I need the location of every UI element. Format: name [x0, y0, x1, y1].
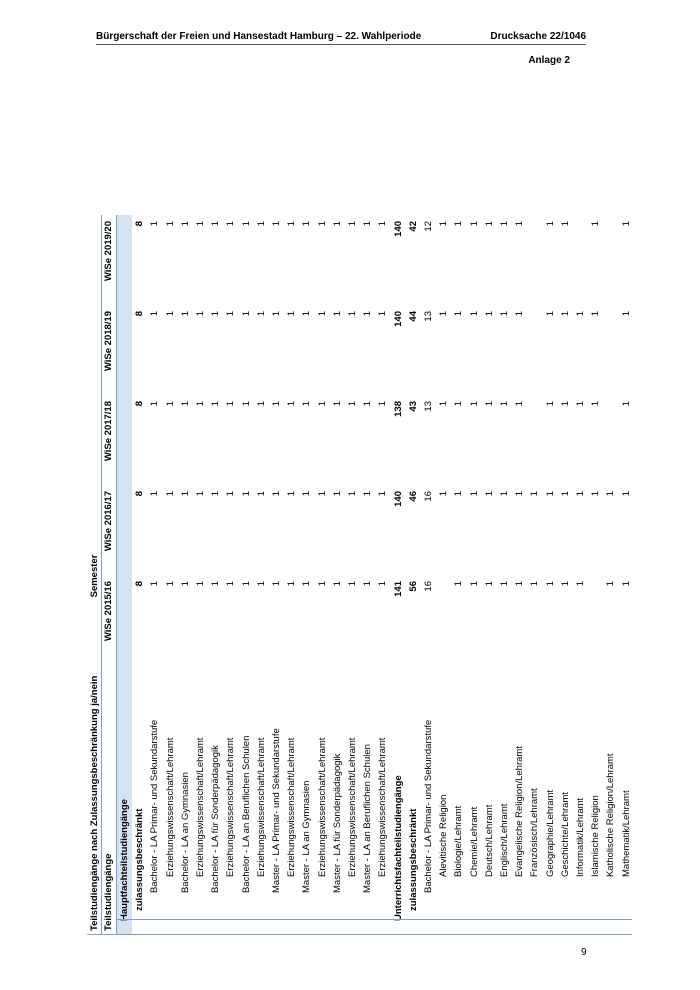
- value-cell: 1: [164, 581, 176, 587]
- value-cell: 1: [362, 581, 374, 587]
- value-cell: 1: [301, 311, 313, 317]
- table-row: [436, 215, 451, 935]
- value-cell: 56: [407, 581, 419, 592]
- value-cell: 1: [453, 221, 465, 227]
- row-label: zulassungsbeschränkt: [134, 808, 146, 911]
- value-cell: 1: [149, 221, 161, 227]
- table-row: [284, 215, 299, 935]
- value-cell: 1: [590, 401, 602, 407]
- value-cell: 1: [483, 581, 495, 587]
- row-label: Evangelische Religion/Lehramt: [514, 746, 526, 877]
- value-cell: 1: [301, 491, 313, 497]
- value-cell: 1: [377, 581, 389, 587]
- row-label: Erziehungswissenschaft/Lehramt: [377, 737, 389, 877]
- value-cell: 8: [134, 581, 146, 587]
- value-cell: 1: [453, 581, 465, 587]
- value-cell: 1: [179, 581, 191, 587]
- value-cell: 1: [362, 221, 374, 227]
- value-cell: 1: [483, 311, 495, 317]
- value-cell: 1: [195, 221, 206, 227]
- table-row: [558, 215, 573, 935]
- value-cell: 1: [331, 491, 343, 497]
- table-row: [330, 215, 345, 935]
- value-cell: 1: [149, 401, 161, 407]
- value-cell: 1: [286, 581, 298, 587]
- value-cell: 1: [149, 311, 161, 317]
- header-divider: [101, 215, 102, 935]
- value-cell: [527, 311, 542, 401]
- value-cell: 1: [377, 401, 389, 407]
- column-header: WiSe 2017/18: [103, 401, 114, 462]
- row-label: Bachelor - LA Primar- und Sekundarstufe: [149, 719, 161, 893]
- column-header: WiSe 2015/16: [103, 581, 114, 642]
- value-cell: 1: [529, 491, 541, 497]
- value-cell: 1: [271, 221, 282, 227]
- value-cell: 1: [164, 491, 176, 497]
- value-cell: 1: [286, 491, 298, 497]
- value-cell: [117, 581, 132, 671]
- value-cell: 1: [225, 311, 237, 317]
- value-cell: 1: [347, 401, 358, 407]
- header-divider: [116, 215, 117, 935]
- value-cell: 13: [423, 311, 434, 322]
- value-cell: 1: [164, 311, 176, 317]
- value-cell: 1: [240, 221, 252, 227]
- value-cell: 1: [453, 491, 465, 497]
- table-row: [239, 215, 254, 935]
- value-cell: 141: [392, 581, 404, 597]
- table-row: [193, 215, 208, 935]
- value-cell: [573, 221, 588, 311]
- row-label: Informatik/Lehramt: [575, 797, 586, 877]
- value-cell: 1: [210, 491, 222, 497]
- row-label: Geschichte/Lehramt: [559, 791, 571, 877]
- value-cell: 1: [590, 221, 602, 227]
- value-cell: 1: [301, 581, 313, 587]
- row-label: Hauptfachteilstudiengänge: [119, 799, 130, 921]
- value-cell: 1: [316, 221, 328, 227]
- value-cell: 1: [453, 401, 465, 407]
- value-cell: 1: [499, 311, 510, 317]
- value-cell: 1: [377, 491, 389, 497]
- table-row: [619, 215, 634, 935]
- value-cell: 1: [575, 311, 586, 317]
- value-cell: 1: [195, 311, 206, 317]
- value-cell: 1: [362, 401, 374, 407]
- value-cell: 1: [225, 581, 237, 587]
- table-row: [345, 215, 360, 935]
- value-cell: 1: [362, 491, 374, 497]
- row-label: Französisch/Lehramt: [529, 788, 541, 877]
- row-label: Biologie/Lehramt: [453, 805, 465, 877]
- value-cell: 1: [240, 311, 252, 317]
- value-cell: 1: [362, 311, 374, 317]
- value-cell: 1: [179, 401, 191, 407]
- table-row: [482, 215, 497, 935]
- value-cell: 1: [331, 221, 343, 227]
- value-cell: [603, 401, 618, 491]
- value-cell: 1: [255, 311, 267, 317]
- value-cell: 1: [559, 401, 571, 407]
- value-cell: 8: [134, 491, 146, 497]
- value-cell: 1: [620, 581, 632, 587]
- value-cell: 1: [286, 401, 298, 407]
- table-header-row: [101, 215, 116, 935]
- first-column-header: Teilstudiengänge: [103, 853, 114, 931]
- value-cell: 1: [331, 581, 343, 587]
- value-cell: 8: [134, 401, 146, 407]
- value-cell: 1: [575, 491, 586, 497]
- value-cell: 1: [468, 401, 480, 407]
- table-row: [406, 215, 421, 935]
- value-cell: 1: [575, 401, 586, 407]
- table-row: [178, 215, 193, 935]
- value-cell: 44: [407, 311, 419, 322]
- value-cell: 1: [225, 221, 237, 227]
- value-cell: 1: [544, 491, 556, 497]
- value-cell: 1: [514, 581, 526, 587]
- table-row: [147, 215, 162, 935]
- row-label: Master - LA an Gymnasien: [301, 780, 313, 893]
- value-cell: [603, 221, 618, 311]
- value-cell: 1: [605, 491, 617, 497]
- value-cell: 1: [210, 311, 222, 317]
- value-cell: 1: [331, 311, 343, 317]
- value-cell: 1: [225, 401, 237, 407]
- value-cell: 1: [544, 311, 556, 317]
- table-row: [497, 215, 512, 935]
- value-cell: 1: [468, 581, 480, 587]
- row-label: Master - LA für Sonderpädagogik: [331, 753, 343, 893]
- value-cell: 1: [483, 401, 495, 407]
- value-cell: 1: [438, 311, 450, 317]
- value-cell: 1: [271, 311, 282, 317]
- row-label: Islamische Religion: [590, 795, 602, 877]
- row-label: Erziehungswissenschaft/Lehramt: [164, 737, 176, 877]
- column-header: WiSe 2016/17: [103, 491, 114, 552]
- data-table: [87, 215, 632, 935]
- row-label: Bachelor - LA für Sonderpädagogik: [210, 745, 222, 893]
- header-title: Bürgerschaft der Freien und Hansestadt Hamburg – 22. Wahlperiode: [96, 31, 422, 42]
- value-cell: 1: [559, 491, 571, 497]
- row-label: zulassungsbeschränkt: [407, 808, 419, 911]
- table-row: [360, 215, 375, 935]
- row-label: Erziehungswissenschaft/Lehramt: [195, 737, 206, 877]
- row-label: Bachelor - LA an Beruflichen Schulen: [240, 735, 252, 893]
- row-label: Alevitische Religion: [438, 794, 450, 877]
- value-cell: 1: [605, 581, 617, 587]
- value-cell: 1: [316, 491, 328, 497]
- value-cell: 140: [392, 311, 404, 327]
- row-label: Chemie/Lehramt: [468, 806, 480, 877]
- value-cell: 1: [179, 491, 191, 497]
- value-cell: 1: [620, 311, 632, 317]
- value-cell: 1: [301, 221, 313, 227]
- value-cell: [436, 581, 451, 671]
- value-cell: 12: [423, 221, 434, 232]
- value-cell: 1: [514, 401, 526, 407]
- row-label: Geographie/Lehramt: [544, 789, 556, 877]
- row-label: Unterrichtsfachteilstudiengänge: [392, 775, 404, 921]
- value-cell: 1: [483, 491, 495, 497]
- value-cell: 1: [590, 491, 602, 497]
- row-label: Master - LA Primar- und Sekundarstufe: [271, 728, 282, 893]
- value-cell: 1: [316, 311, 328, 317]
- row-label: Mathematik/Lehramt: [620, 790, 632, 877]
- table-row: [269, 215, 284, 935]
- value-cell: 138: [392, 401, 404, 417]
- value-cell: 1: [240, 581, 252, 587]
- table-row: [391, 215, 406, 935]
- value-cell: 1: [483, 221, 495, 227]
- value-cell: 1: [240, 401, 252, 407]
- value-cell: 1: [438, 491, 450, 497]
- value-cell: 46: [407, 491, 419, 502]
- value-cell: 1: [149, 581, 161, 587]
- value-cell: 1: [377, 311, 389, 317]
- value-cell: 1: [331, 401, 343, 407]
- header-doc-number: Drucksache 22/1046: [490, 31, 586, 42]
- value-cell: 1: [271, 401, 282, 407]
- value-cell: 1: [210, 581, 222, 587]
- row-label: Erziehungswissenschaft/Lehramt: [347, 737, 358, 877]
- table-row: [467, 215, 482, 935]
- value-cell: 1: [620, 401, 632, 407]
- semester-label: Semester: [89, 554, 100, 598]
- value-cell: 1: [559, 311, 571, 317]
- row-label: Master - LA an Beruflichen Schulen: [362, 744, 374, 893]
- table-row: [451, 215, 466, 935]
- document-header: [96, 31, 586, 45]
- table-row: [132, 215, 147, 935]
- value-cell: 1: [377, 221, 389, 227]
- value-cell: [603, 311, 618, 401]
- table-row: [223, 215, 238, 935]
- table-row: [603, 215, 618, 935]
- value-cell: 140: [392, 491, 404, 507]
- value-cell: 16: [423, 581, 434, 592]
- row-label: Erziehungswissenschaft/Lehramt: [225, 737, 237, 877]
- table-row: [117, 215, 132, 935]
- column-header: WiSe 2018/19: [103, 311, 114, 372]
- row-label: Bachelor - LA an Gymnasien: [179, 772, 191, 893]
- table-row: [208, 215, 223, 935]
- value-cell: 1: [590, 311, 602, 317]
- value-cell: 1: [255, 401, 267, 407]
- value-cell: 1: [271, 491, 282, 497]
- header-rule: [96, 44, 586, 45]
- value-cell: 1: [499, 221, 510, 227]
- value-cell: 1: [468, 221, 480, 227]
- value-cell: 1: [286, 221, 298, 227]
- value-cell: 8: [134, 221, 146, 227]
- table-left-border: [87, 934, 632, 935]
- value-cell: 8: [134, 311, 146, 317]
- value-cell: 1: [179, 311, 191, 317]
- value-cell: [117, 221, 132, 311]
- table-row: [254, 215, 269, 935]
- value-cell: 1: [210, 221, 222, 227]
- value-cell: 1: [164, 221, 176, 227]
- page-number: 9: [581, 947, 587, 958]
- table-row: [315, 215, 330, 935]
- value-cell: 1: [210, 401, 222, 407]
- value-cell: 1: [179, 221, 191, 227]
- table-row: [512, 215, 527, 935]
- table-row: [163, 215, 178, 935]
- value-cell: 1: [620, 221, 632, 227]
- value-cell: 1: [271, 581, 282, 587]
- value-cell: 1: [544, 401, 556, 407]
- row-label: Deutsch/Lehramt: [483, 804, 495, 877]
- value-cell: 1: [468, 491, 480, 497]
- value-cell: 1: [255, 581, 267, 587]
- column-header: WiSe 2019/20: [103, 221, 114, 282]
- value-cell: 1: [620, 491, 632, 497]
- value-cell: [588, 581, 603, 671]
- value-cell: 43: [407, 401, 419, 412]
- value-cell: 1: [195, 491, 206, 497]
- row-label: Bachelor - LA Primar- und Sekundarstufe: [423, 719, 434, 893]
- value-cell: 1: [499, 491, 510, 497]
- value-cell: 1: [195, 401, 206, 407]
- value-cell: 1: [316, 401, 328, 407]
- value-cell: 1: [544, 221, 556, 227]
- value-cell: 1: [575, 581, 586, 587]
- table-indent-border: [117, 919, 632, 920]
- value-cell: 140: [392, 221, 404, 237]
- value-cell: 1: [468, 311, 480, 317]
- table-title: Teilstudiengänge nach Zulassungsbeschränkung ja/nein: [89, 675, 100, 931]
- value-cell: 1: [438, 401, 450, 407]
- row-label: Englisch/Lehramt: [499, 803, 510, 877]
- table-row: [375, 215, 390, 935]
- value-cell: 1: [255, 221, 267, 227]
- value-cell: 42: [407, 221, 419, 232]
- value-cell: 1: [514, 311, 526, 317]
- value-cell: 1: [255, 491, 267, 497]
- value-cell: 1: [499, 581, 510, 587]
- table-row: [588, 215, 603, 935]
- value-cell: 1: [438, 221, 450, 227]
- value-cell: [117, 401, 132, 491]
- value-cell: 16: [423, 491, 434, 502]
- value-cell: 1: [225, 491, 237, 497]
- value-cell: [527, 401, 542, 491]
- value-cell: 1: [453, 311, 465, 317]
- value-cell: 1: [499, 401, 510, 407]
- table-row: [573, 215, 588, 935]
- table-row: [543, 215, 558, 935]
- value-cell: 1: [301, 401, 313, 407]
- value-cell: 1: [347, 311, 358, 317]
- table-title-row: [87, 215, 102, 935]
- table-row: [421, 215, 436, 935]
- value-cell: 1: [544, 581, 556, 587]
- value-cell: 1: [316, 581, 328, 587]
- row-label: Erziehungswissenschaft/Lehramt: [255, 737, 267, 877]
- table-row: [299, 215, 314, 935]
- value-cell: 1: [559, 581, 571, 587]
- value-cell: 1: [240, 491, 252, 497]
- row-label: Katholische Religion/Lehramt: [605, 753, 617, 877]
- value-cell: 1: [347, 221, 358, 227]
- annex-label: Anlage 2: [528, 55, 570, 66]
- row-label: Erziehungswissenschaft/Lehramt: [286, 737, 298, 877]
- value-cell: 1: [149, 491, 161, 497]
- value-cell: 1: [195, 581, 206, 587]
- value-cell: 1: [347, 581, 358, 587]
- value-cell: 1: [514, 221, 526, 227]
- value-cell: 1: [347, 491, 358, 497]
- value-cell: 1: [286, 311, 298, 317]
- value-cell: 1: [559, 221, 571, 227]
- value-cell: [117, 491, 132, 581]
- value-cell: [527, 221, 542, 311]
- table-row: [527, 215, 542, 935]
- value-cell: [117, 311, 132, 401]
- row-label: Erziehungswissenschaft/Lehramt: [316, 737, 328, 877]
- value-cell: 13: [423, 401, 434, 412]
- value-cell: 1: [164, 401, 176, 407]
- value-cell: 1: [514, 491, 526, 497]
- value-cell: 1: [529, 581, 541, 587]
